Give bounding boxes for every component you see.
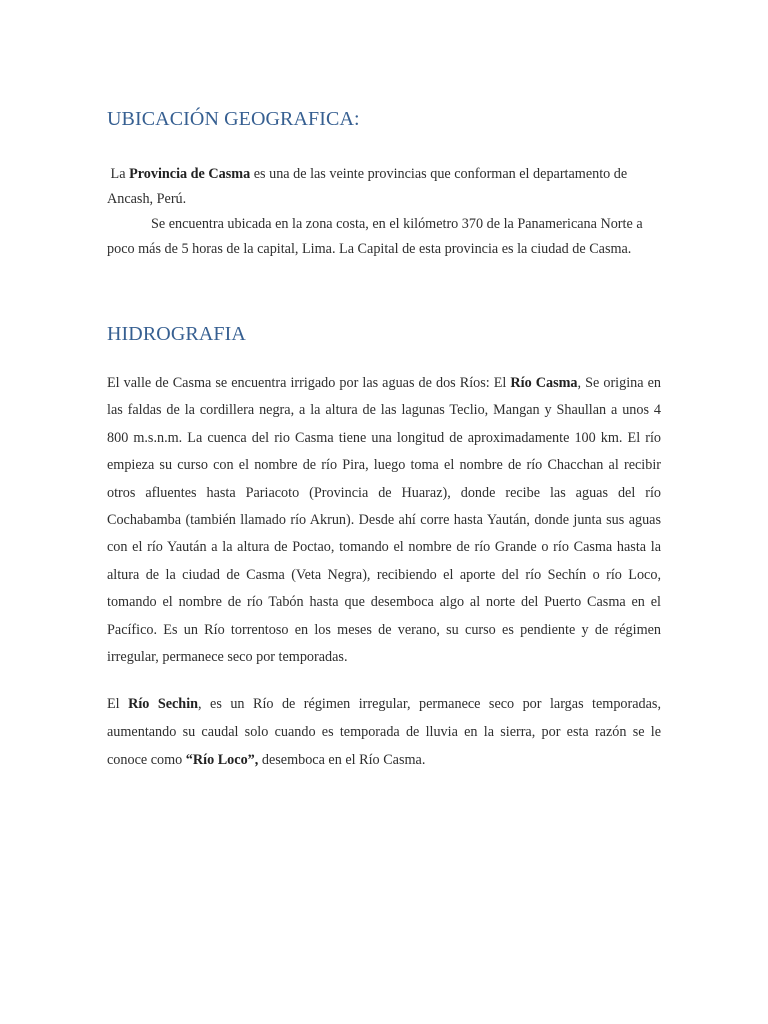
bold-term-rio-sechin: Río Sechin xyxy=(128,696,199,712)
section-heading-ubicacion: UBICACIÓN GEOGRAFICA: xyxy=(107,108,360,130)
text-run: es una de las veinte provincias que conforman el departamento de Ancash, Perú. xyxy=(107,166,628,207)
ubicacion-paragraph-2: Se encuentra ubicada en la zona costa, en el kilómetro 370 de la Panamericana Norte a poco más de 5 horas de la capital, Lima. La Capital de esta provincia es la ciudad de Casma. xyxy=(107,216,643,257)
text-run: , Se origina en las faldas de la cordillera negra, a la altura de las lagunas Teclio, Mangan y Shaullan a unos 4 800 m.s.n.m. La cuenca del rio Casma tiene una longitud de aproximadamente 100 km. El río empieza su curso con el nombre de río Pira, luego toma el nombre de río Chacchan al recibir otros afluentes hasta Pariacoto (Provincia de Huaraz), donde recibe las aguas del río Cochabamba (también llamado río Akrun). Desde ahí corre hasta Yaután, donde junta sus aguas con el río Yaután a la altura de Poctao, tomando el nombre de río Grande o río Casma hasta la altura de la ciudad de Casma (Veta Negra), recibiendo el aporte del río Sechín o río Loco, tomando el nombre de río Tabón hasta que desemboca algo al norte del Puerto Casma en el Pacífico. Es un Río torrentoso en los meses de verano, su curso es pendiente y de régimen irregular, permanece seco por temporadas. xyxy=(107,375,661,666)
sechin-body xyxy=(107,690,661,775)
hidrografia-paragraph-2 xyxy=(107,690,661,775)
text-run: El xyxy=(107,696,129,712)
ubicacion-body xyxy=(107,162,661,262)
section-heading-hidrografia: HIDROGRAFIA xyxy=(107,323,246,345)
bold-term-rio-loco: “Río Loco”, xyxy=(185,752,259,769)
bold-term-rio-casma: Río Casma xyxy=(510,375,578,391)
hidrografia-paragraph-1 xyxy=(107,370,661,671)
text-run: El valle de Casma se encuentra irrigado por las aguas de dos Ríos: El xyxy=(107,375,511,391)
text-run: desemboca en el Río Casma. xyxy=(258,752,426,769)
text-run: , es un Río de régimen irregular, permanece seco por largas temporadas, aumentando su caudal solo cuando es temporada de lluvia en la sierra, por esta razón se le conoce como xyxy=(107,696,661,769)
text-run: La xyxy=(107,166,130,182)
ubicacion-paragraph-1 xyxy=(107,162,661,212)
bold-term-provincia: Provincia de Casma xyxy=(129,166,251,182)
hidrografia-body xyxy=(107,370,661,671)
